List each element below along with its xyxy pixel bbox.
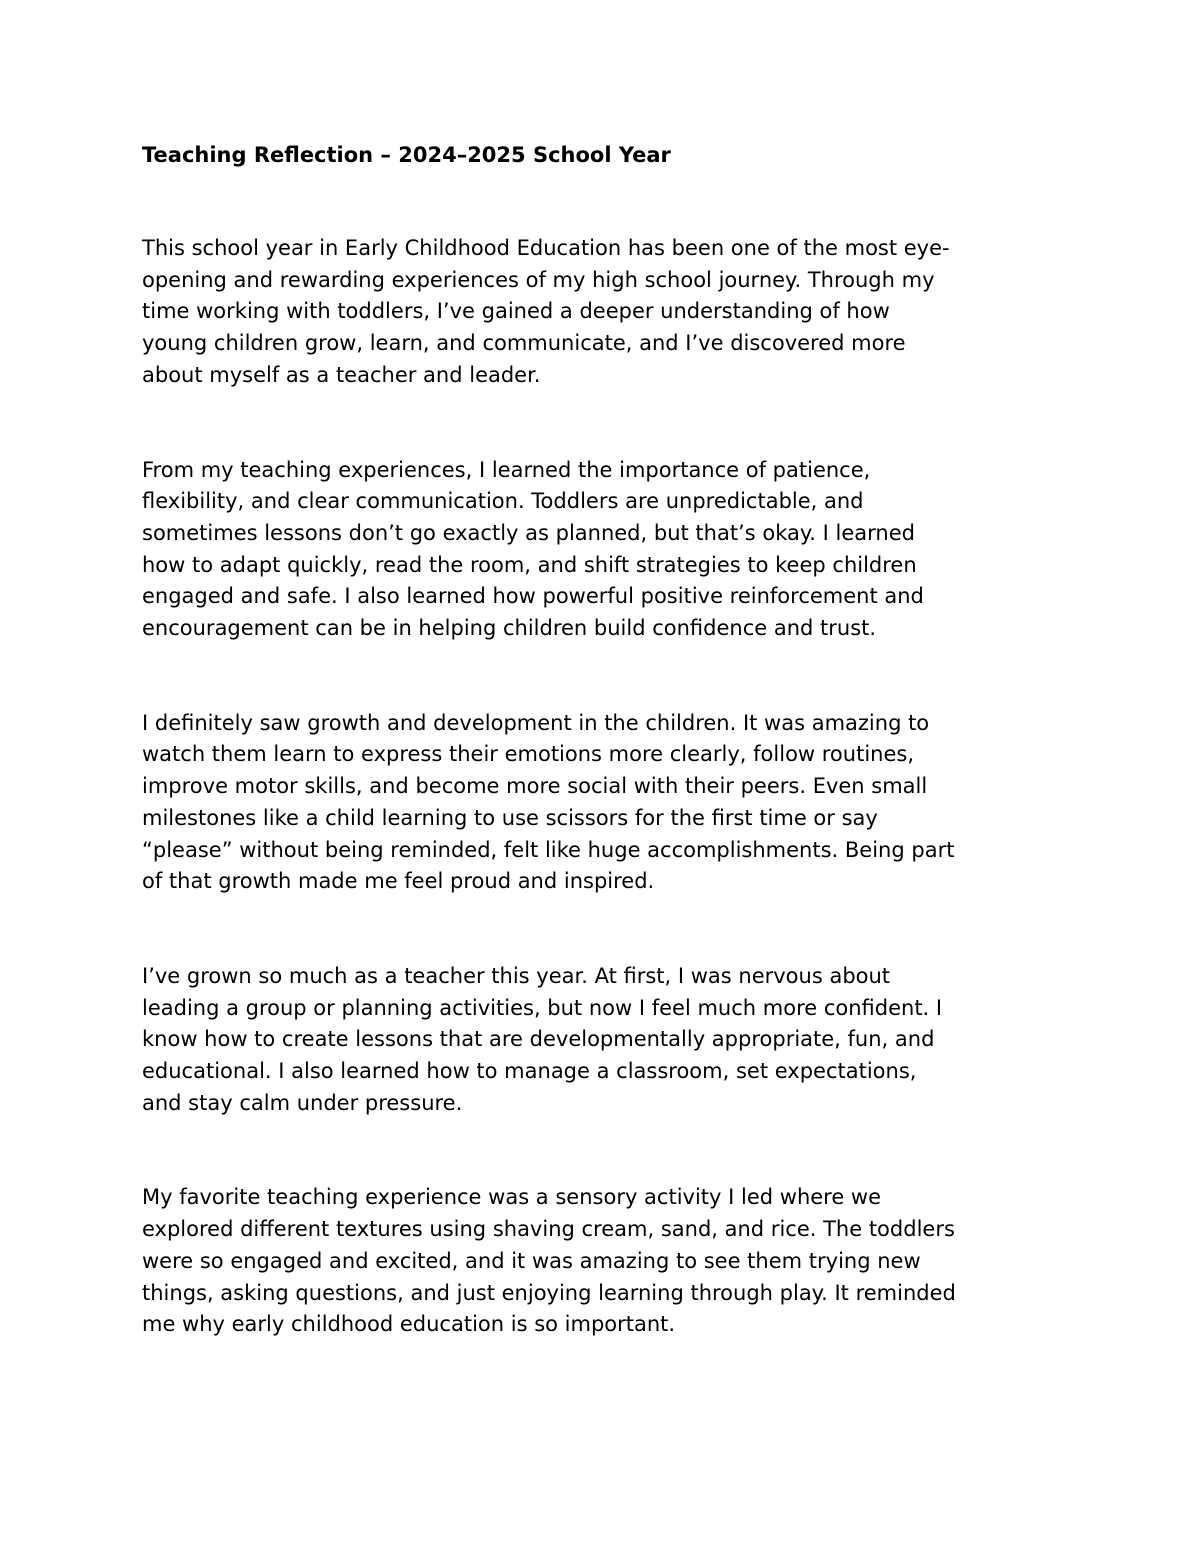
text-line: milestones like a child learning to use scissors for the first time or say (142, 805, 878, 830)
document-title: Teaching Reflection – 2024–2025 School Year (142, 143, 671, 167)
text-line: leading a group or planning activities, but now I feel much more confident. I (142, 995, 943, 1020)
text-line: This school year in Early Childhood Education has been one of the most eye- (142, 236, 950, 260)
paragraph-intro (142, 233, 1067, 392)
text-line: “please” without being reminded, felt like huge accomplishments. Being part (142, 837, 955, 862)
text-line: explored different textures using shaving cream, sand, and rice. The toddlers (142, 1217, 955, 1242)
text-line: me why early childhood education is so important. (142, 1312, 676, 1337)
text-line: engaged and safe. I also learned how powerful positive reinforcement and (142, 584, 924, 609)
text-line: From my teaching experiences, I learned the importance of patience, (142, 457, 871, 482)
text-line: opening and rewarding experiences of my high school journey. Through my (142, 267, 935, 292)
text-line: sometimes lessons don’t go exactly as planned, but that’s okay. I learned (142, 520, 915, 545)
text-line: improve motor skills, and become more social with their peers. Even small (142, 774, 928, 799)
text-line: educational. I also learned how to manage a classroom, set expectations, (142, 1059, 917, 1084)
text-line: about myself as a teacher and leader. (142, 362, 541, 387)
text-line: flexibility, and clear communication. Toddlers are unpredictable, and (142, 489, 864, 514)
text-line: encouragement can be in helping children build confidence and trust. (142, 616, 877, 641)
text-line: know how to create lessons that are developmentally appropriate, fun, and (142, 1027, 935, 1052)
paragraph-favorite-experience (142, 1182, 1067, 1341)
text-line: My favorite teaching experience was a sensory activity I led where we (142, 1185, 882, 1210)
text-line: of that growth made me feel proud and inspired. (142, 869, 655, 894)
text-line: I definitely saw growth and development in the children. It was amazing to (142, 710, 930, 735)
paragraph-child-growth (142, 708, 1067, 898)
text-line: I’ve grown so much as a teacher this year. At first, I was nervous about (142, 963, 891, 988)
text-line: young children grow, learn, and communicate, and I’ve discovered more (142, 331, 906, 356)
text-line: were so engaged and excited, and it was amazing to see them trying new (142, 1248, 921, 1273)
text-line: things, asking questions, and just enjoying learning through play. It reminded (142, 1280, 956, 1305)
paragraph-lessons-learned (142, 455, 1067, 645)
text-line: how to adapt quickly, read the room, and shift strategies to keep children (142, 552, 917, 577)
text-line: time working with toddlers, I’ve gained a deeper understanding of how (142, 299, 890, 324)
text-line: watch them learn to express their emotions more clearly, follow routines, (142, 742, 915, 767)
document-body (142, 140, 1067, 1404)
text-line: and stay calm under pressure. (142, 1090, 463, 1115)
paragraph-teacher-growth (142, 961, 1067, 1120)
